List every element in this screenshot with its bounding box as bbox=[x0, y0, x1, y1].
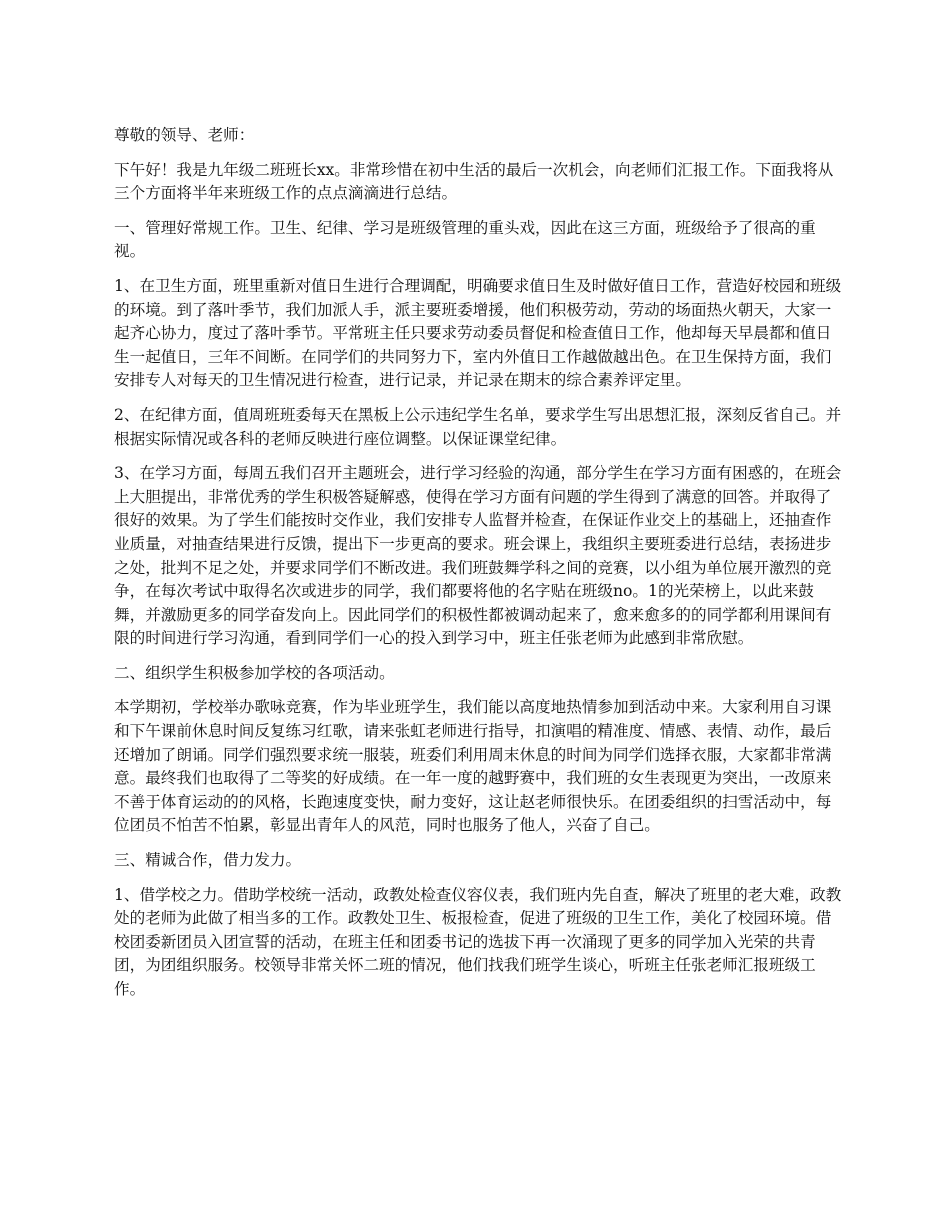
paragraph-section-1-heading: 一、管理好常规工作。卫生、纪律、学习是班级管理的重头戏，因此在这三方面，班级给予了很高的重视。 bbox=[114, 218, 816, 261]
paragraph-greeting: 下午好！我是九年级二班班长xx。非常珍惜在初中生活的最后一次机会，向老师们汇报工作。下面我将从三个方面将半年来班级工作的点点滴滴进行总结。 bbox=[114, 160, 834, 203]
paragraph-study: 3、在学习方面，每周五我们召开主题班会，进行学习经验的沟通，部分学生在学习方面有困惑的，在班会上大胆提出，非常优秀的学生积极答疑解惑，使得在学习方面有问题的学生得到了满意的回答。并取得了很好的效果。为了学生们能按时交作业，我们安排专人监督并检查，在保证作业交上的基础上，还抽查作业质量，对抽查结果进行反馈，提出下一步更高的要求。班会课上，我组织主要班委进行总结，表扬进步之处，批判不足之处，并要求同学们不断改进。我们班鼓舞学科之间的竞赛，以小组为单位展开激烈的竞争，在每次考试中取得名次或进步的同学，我们都要将他的名字贴在班级no。1的光荣榜上，以此来鼓舞，并激励更多的同学奋发向上。因此同学们的积极性都被调动起来了，愈来愈多的的同学都利用课间有限的时间进行学习沟通，看到同学们一心的投入到学习中，班主任张老师为此感到非常欣慰。 bbox=[114, 464, 842, 648]
paragraph-activities: 本学期初，学校举办歌咏竞赛，作为毕业班学生，我们能以高度地热情参加到活动中来。大家利用自习课和下午课前休息时间反复练习红歌，请来张虹老师进行指导，扣演唱的精准度、情感、表情、动作，最后还增加了朗诵。同学们强烈要求统一服装，班委们利用周末休息的时间为同学们选择衣服，大家都非常满意。最终我们也取得了二等奖的好成绩。在一年一度的越野赛中，我们班的女生表现更为突出，一改原来不善于体育运动的的风格，长跑速度变快，耐力变好，这让赵老师很快乐。在团委组织的扫雪活动中，每位团员不怕苦不怕累，彰显出青年人的风范，同时也服务了他人，兴奋了自己。 bbox=[114, 698, 832, 835]
document-page bbox=[114, 124, 842, 1013]
paragraph-section-2-heading: 二、组织学生积极参加学校的各项活动。 bbox=[114, 663, 395, 682]
salutation: 尊敬的领导、老师： bbox=[114, 126, 255, 144]
paragraph-school-support: 1、借学校之力。借助学校统一活动，政教处检查仪容仪表，我们班内先自查，解决了班里的老大难，政教处的老师为此做了相当多的工作。政教处卫生、板报检查，促进了班级的卫生工作，美化了校园环境。借校团委新团员入团宣誓的活动，在班主任和团委书记的选拔下再一次涌现了更多的同学加入光荣的共青团，为团组织服务。校领导非常关怀二班的情况，他们找我们班学生谈心，听班主任张老师汇报班级工作。 bbox=[114, 885, 842, 998]
paragraph-discipline: 2、在纪律方面，值周班班委每天在黑板上公示违纪学生名单，要求学生写出思想汇报，深刻反省自己。并根据实际情况或各科的老师反映进行座位调整。以保证课堂纪律。 bbox=[114, 405, 842, 448]
paragraph-section-3-heading: 三、精诚合作，借力发力。 bbox=[114, 851, 302, 870]
paragraph-hygiene: 1、在卫生方面，班里重新对值日生进行合理调配，明确要求值日生及时做好值日工作，营造好校园和班级的环境。到了落叶季节，我们加派人手，派主要班委增援，他们积极劳动，劳动的场面热火朝天，大家一起齐心协力，度过了落叶季节。平常班主任只要求劳动委员督促和检查值日工作，他却每天早晨都和值日生一起值日，三年不间断。在同学们的共同努力下，室内外值日工作越做越出色。在卫生保持方面，我们安排专人对每天的卫生情况进行检查，进行记录，并记录在期末的综合素养评定里。 bbox=[114, 276, 842, 390]
